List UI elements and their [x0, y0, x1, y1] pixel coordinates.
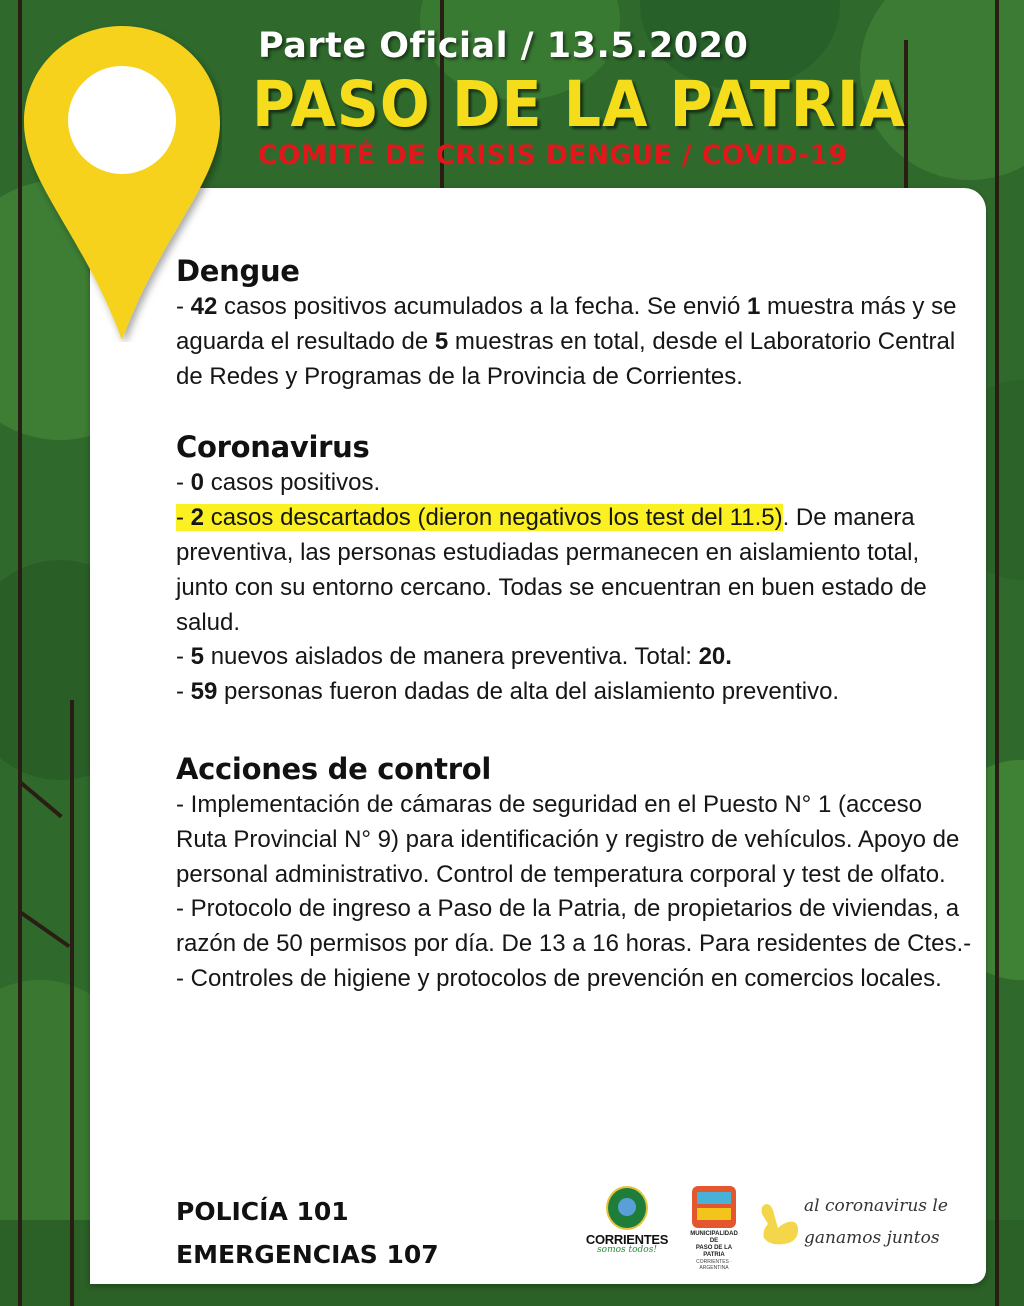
section-heading-coronavirus: Coronavirus: [176, 430, 370, 465]
bold-number: 5: [434, 327, 449, 355]
text-run: personas fueron dadas de alta del aislamiento preventivo.: [217, 678, 840, 706]
town-title: PASO DE LA PATRIA: [252, 68, 906, 141]
acciones-item: - Implementación de cámaras de seguridad en el Puesto N° 1 (acceso Ruta Provincial N° 9) para identificación y registro de vehículos. Apoyo de personal administrativo. Control de temperatura corporal y test de olfato.: [176, 790, 960, 888]
coronavirus-line-discarded: [176, 501, 976, 640]
corrientes-seal-icon: [606, 1186, 648, 1230]
municipality-line1: MUNICIPALIDAD DE: [690, 1231, 738, 1244]
police-phone: POLICÍA 101: [176, 1197, 349, 1226]
text-run: muestras en total, desde el Laboratorio Central de Redes y Programas de la Provincia de Corrientes.: [176, 327, 956, 390]
text-run: casos positivos acumulados a la fecha. Se envió: [217, 293, 748, 320]
flexed-arm-icon: [756, 1200, 802, 1248]
slogan-line1: al coronavirus le: [804, 1196, 948, 1216]
location-pin-icon: [22, 22, 222, 342]
municipality-logo: [686, 1186, 742, 1271]
highlighted-text: [176, 504, 783, 531]
emergency-phone: EMERGENCIAS 107: [176, 1240, 439, 1269]
coronavirus-line-discharged: [176, 675, 976, 710]
bold-number: 2: [190, 504, 205, 532]
acciones-item: - Protocolo de ingreso a Paso de la Patria, de propietarios de viviendas, a razón de 50 permisos por día. De 13 a 16 horas. Para residentes de Ctes.-: [176, 895, 972, 958]
coronavirus-line-positives: [176, 466, 976, 501]
corrientes-logo-tagline: somos todos!: [597, 1245, 657, 1255]
section-heading-acciones: Acciones de control: [176, 751, 491, 786]
text-run: -: [176, 293, 191, 320]
report-content: [176, 252, 976, 997]
text-run: -: [176, 469, 191, 497]
bold-number: 0: [190, 469, 205, 497]
text-run: -: [176, 504, 191, 532]
text-run: casos descartados (dieron negativos los test del 11.5): [204, 504, 783, 532]
report-card: [90, 188, 986, 1284]
dengue-paragraph: [176, 290, 976, 394]
bold-number: 59: [190, 678, 218, 706]
bold-number: 1: [747, 293, 761, 320]
report-subtitle: Parte Oficial / 13.5.2020: [258, 26, 749, 66]
logos-row: [582, 1180, 962, 1270]
municipality-line3: CORRIENTES · ARGENTINA: [696, 1259, 732, 1271]
text-run: -: [176, 643, 191, 671]
bold-number: 5: [190, 643, 205, 671]
text-run: -: [176, 678, 191, 706]
municipality-line2: PASO DE LA PATRIA: [695, 1245, 733, 1258]
campaign-slogan: [804, 1190, 948, 1254]
slogan-line2: ganamos juntos: [804, 1228, 940, 1248]
text-run: muestra más y se aguarda el resultado de: [176, 293, 957, 355]
text-run: casos positivos.: [204, 469, 381, 497]
coronavirus-discarded-tail: . De manera preventiva, las personas estudiadas permanecen en aislamiento total, junto con su entorno cercano. Todas se encuentran en buen estado de salud.: [176, 504, 927, 636]
coronavirus-line-isolated: [176, 640, 976, 675]
bold-number: 20.: [698, 643, 732, 671]
campaign-logo: [752, 1182, 962, 1266]
acciones-item: - Controles de higiene y protocolos de prevención en comercios locales.: [176, 964, 942, 992]
corrientes-logo: [582, 1180, 672, 1264]
section-heading-dengue: Dengue: [176, 254, 300, 288]
corrientes-logo-name: CORRIENTES: [585, 1232, 669, 1247]
text-run: nuevos aislados de manera preventiva. Total:: [204, 643, 699, 671]
municipality-emblem-icon: [692, 1186, 736, 1228]
bold-number: 42: [190, 293, 218, 320]
emergency-phones: [176, 1190, 439, 1276]
committee-band: COMITÉ DE CRISIS DENGUE / COVID-19: [258, 140, 848, 171]
